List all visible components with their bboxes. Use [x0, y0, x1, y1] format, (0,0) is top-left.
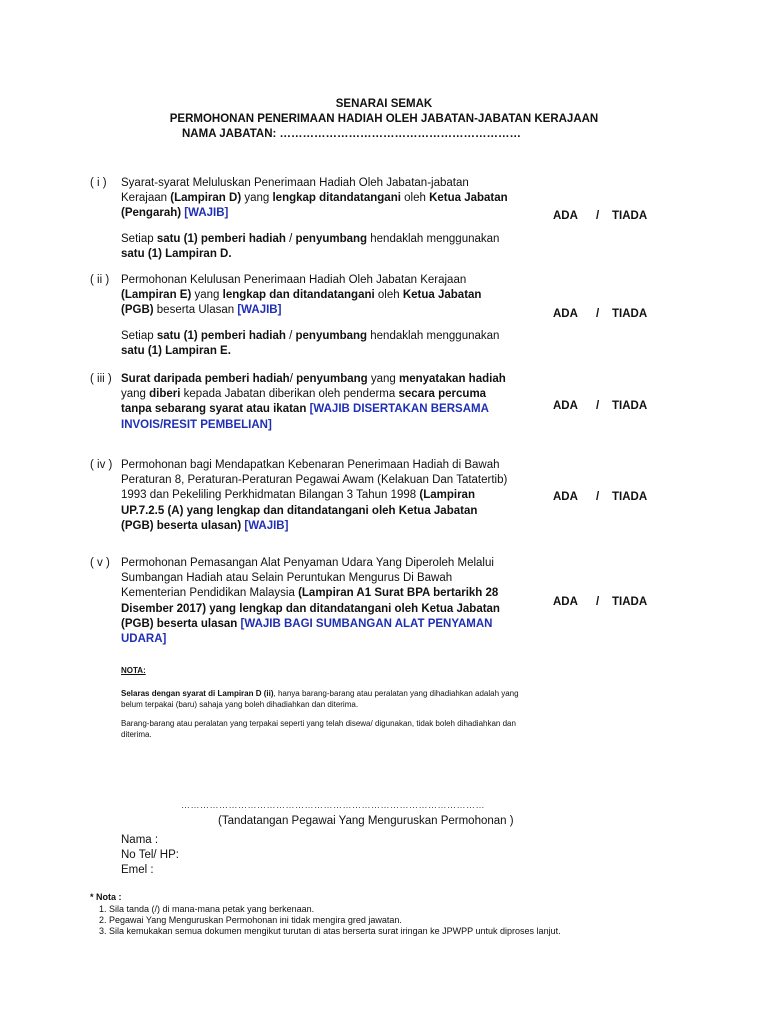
item-number: ( v ) [90, 557, 110, 569]
checklist-item [121, 458, 511, 534]
emphasis-text: satu (1) Lampiran E. [121, 344, 231, 357]
footnote-line: 3. Sila kemukakan semua dokumen mengikut turutan di atas berserta surat iringan ke JPWPP untuk diproses lanjut. [99, 926, 561, 936]
name-field-label: Nama : [121, 834, 159, 846]
item-number: ( iii ) [90, 373, 112, 385]
phone-field-label: No Tel/ HP: [121, 849, 179, 861]
checklist-item [121, 273, 511, 359]
footnote-line: 1. Sila tanda (/) di mana-mana petak yang berkenaan. [99, 904, 315, 914]
emphasis-text: satu (1) pemberi hadiah [156, 329, 286, 342]
emphasis-text: (Lampiran E) [121, 289, 192, 302]
checklist-item [121, 556, 511, 647]
department-label: NAMA JABATAN: [182, 128, 277, 140]
department-field: ……………………………………………………… [279, 128, 522, 140]
emphasis-text: diberi [149, 388, 181, 401]
document-subtitle: PERMOHONAN PENERIMAAN HADIAH OLEH JABATAN-JABATAN KERAJAAN [169, 113, 599, 125]
footnote-heading: * Nota : [90, 892, 122, 902]
choice-ada[interactable]: ADA [553, 596, 578, 608]
emphasis-text: (Lampiran A1 Surat BPA bertarikh 28 Disember 2017) yang lengkap dan ditandatangani oleh Ketua Jabatan (PGB) beserta ulasan [121, 587, 500, 630]
required-tag: [WAJIB DISERTAKAN BERSAMA INVOIS/RESIT PEMBELIAN] [121, 403, 489, 431]
emphasis-text: satu (1) Lampiran D. [121, 247, 232, 260]
item-note: Setiap satu (1) pemberi hadiah / penyumbang hendaklah menggunakan satu (1) Lampiran D. [121, 232, 500, 260]
emphasis-text: lengkap dan ditandatangani [222, 289, 375, 302]
required-tag: [WAJIB] [237, 304, 282, 317]
nota-body [121, 688, 521, 740]
emphasis-text: Ketua Jabatan (Pengarah) [121, 192, 508, 220]
choice-ada[interactable]: ADA [553, 400, 578, 412]
footnote-line: 2. Pegawai Yang Menguruskan Permohonan ini tidak mengira gred jawatan. [99, 915, 402, 925]
choice-separator: / [596, 210, 600, 222]
emphasis-text: Surat daripada pemberi hadiah [121, 373, 290, 385]
choice-tiada[interactable]: TIADA [612, 210, 648, 222]
choice-ada[interactable]: ADA [553, 308, 578, 320]
emphasis-text: penyumbang [295, 329, 368, 342]
item-text: Surat daripada pemberi hadiah/ penyumbang yang menyatakan hadiah yang diberi kepada Jabatan diberikan oleh penderma secara percuma tanpa sebarang syarat atau ikatan [WAJIB DISERTAKAN BERSAMA INVOIS/RESIT PEMBELIAN] [121, 373, 506, 431]
emphasis-text: Ketua Jabatan (PGB) [121, 289, 482, 317]
required-tag: [WAJIB BAGI SUMBANGAN ALAT PENYAMAN UDARA] [121, 617, 493, 646]
emphasis-text: Selaras dengan syarat di Lampiran D (ii) [121, 689, 274, 698]
choice-separator: / [596, 308, 600, 320]
choice-separator: / [596, 400, 600, 412]
choice-ada[interactable]: ADA [553, 210, 578, 222]
department-line [182, 128, 521, 140]
checklist-item [121, 372, 511, 433]
required-tag: [WAJIB] [184, 207, 229, 220]
emphasis-text: lengkap ditandatangani [272, 192, 401, 205]
checklist-item [121, 176, 511, 262]
nota-paragraph: Barang-barang atau peralatan yang terpakai seperti yang telah disewa/ digunakan, tidak boleh dihadiahkan dan diterima. [121, 719, 516, 739]
nota-heading: NOTA: [121, 666, 146, 675]
choice-separator: / [596, 491, 600, 503]
emphasis-text: (Lampiran UP.7.2.5 (A) yang lengkap dan ditandatangani oleh Ketua Jabatan (PGB) beserta ulasan) [121, 489, 478, 532]
emphasis-text: secara percuma tanpa sebarang syarat atau ikatan [121, 388, 487, 416]
emphasis-text: penyumbang [296, 373, 368, 385]
choice-separator: / [596, 596, 600, 608]
emphasis-text: (Lampiran D) [170, 192, 242, 205]
choice-ada[interactable]: ADA [553, 491, 578, 503]
emphasis-text: satu (1) pemberi hadiah [156, 232, 286, 245]
item-text: Permohonan Pemasangan Alat Penyaman Udara Yang Diperoleh Melalui Sumbangan Hadiah atau Selain Peruntukan Mengurus Di Bawah Kementerian Pendidikan Malaysia (Lampiran A1 Surat BPA bertarikh 28 Disember 2017) yang lengkap dan ditandatangani oleh Ketua Jabatan (PGB) beserta ulasan [WAJIB BAGI SUMBANGAN ALAT PENYAMAN UDARA] [121, 557, 500, 646]
choice-tiada[interactable]: TIADA [612, 596, 648, 608]
choice-tiada[interactable]: TIADA [612, 491, 648, 503]
signature-line: …………………………………………………………………………………… [181, 800, 485, 810]
required-tag: [WAJIB] [244, 519, 289, 532]
choice-tiada[interactable]: TIADA [612, 308, 648, 320]
item-number: ( i ) [90, 177, 107, 189]
email-field-label: Emel : [121, 864, 154, 876]
signature-caption: (Tandatangan Pegawai Yang Menguruskan Permohonan ) [218, 815, 514, 827]
nota-paragraph: Selaras dengan syarat di Lampiran D (ii), hanya barang-barang atau peralatan yang dihadiahkan adalah yang belum terpakai (baru) sahaja yang boleh dihadiahkan dan diterima. [121, 689, 519, 709]
emphasis-text: penyumbang [295, 232, 368, 245]
item-text: Permohonan bagi Mendapatkan Kebenaran Penerimaan Hadiah di Bawah Peraturan 8, Peraturan-Peraturan Pegawai Awam (Kelakuan Dan Tatatertib) 1993 dan Pekeliling Perkhidmatan Bilangan 3 Tahun 1998 (Lampiran UP.7.2.5 (A) yang lengkap dan ditandatangani oleh Ketua Jabatan (PGB) beserta ulasan) [WAJIB] [121, 459, 508, 532]
document-title: SENARAI SEMAK [335, 98, 433, 110]
item-number: ( iv ) [90, 459, 113, 471]
item-note: Setiap satu (1) pemberi hadiah / penyumbang hendaklah menggunakan satu (1) Lampiran E. [121, 329, 500, 357]
choice-tiada[interactable]: TIADA [612, 400, 648, 412]
item-text: Permohonan Kelulusan Penerimaan Hadiah Oleh Jabatan Kerajaan (Lampiran E) yang lengkap dan ditandatangani oleh Ketua Jabatan (PGB) beserta Ulasan [WAJIB] [121, 274, 482, 317]
item-text: Syarat-syarat Meluluskan Penerimaan Hadiah Oleh Jabatan-jabatan Kerajaan (Lampiran D) yang lengkap ditandatangani oleh Ketua Jabatan (Pengarah) [WAJIB] [121, 177, 508, 220]
item-number: ( ii ) [90, 274, 110, 286]
emphasis-text: menyatakan hadiah [399, 373, 506, 385]
